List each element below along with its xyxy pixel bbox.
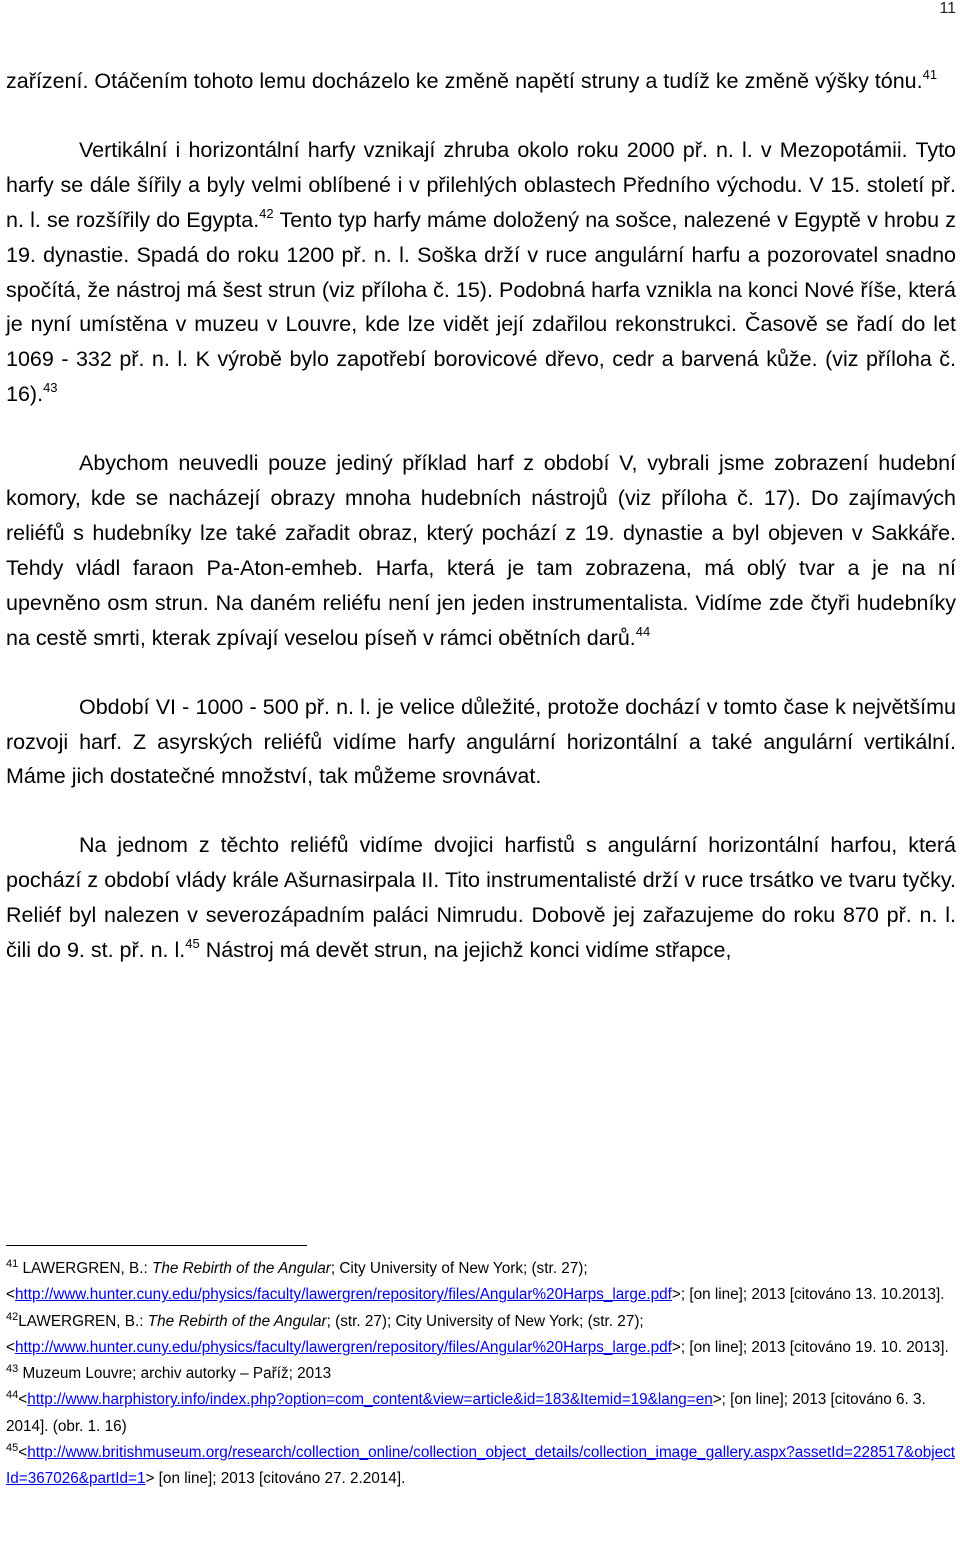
paragraph-text: Na jednom z těchto reliéfů vidíme dvojici harfistů s angulární horizontální harfou, která pochází z období vlády krále Ašurnasirpala II. Tito instrumentalisté drží v ruce trsátko ve tvaru tyčky. Reliéf byl nalezen v severozápadním paláci Nimrudu. Dobově jej zařazujeme do roku 870 př. n. l. čili do 9. st. př. n. l. [6, 833, 956, 963]
paragraph-gap [6, 99, 956, 133]
footnote-number: 42 [6, 1310, 19, 1323]
paragraph-text: Nástroj má devět strun, na jejichž konci vidíme střapce, [205, 938, 732, 963]
footnote-title: The Rebirth of the Angular [151, 1260, 331, 1277]
paragraph-text: Období VI - 1000 - 500 př. n. l. je velice důležité, protože dochází v tomto čase k největšímu rozvoji harf. Z asyrských reliéfů vidíme harfy angulární horizontální a také angulární vertikální. Máme jich dostatečné množství, tak můžeme srovnávat. [6, 694, 956, 789]
footnote-41 [6, 1256, 956, 1309]
paragraph-gap [6, 656, 956, 690]
paragraph-text: Tento typ harfy máme doložený na sošce, nalezené v Egyptě v hrobu z 19. dynastie. Spadá do roku 1200 př. n. l. Soška drží v ruce angulární harfu a pozorovatel snadno spočítá, že nástroj má šest strun (viz příloha č. 15). Podobná harfa vznikla na konci Nové říše, která je nyní umístěna v muzeu v Louvre, kde lze vidět její zdařilou rekonstrukci. Časově se řadí do let 1069 - 332 př. n. l. K výrobě bylo zapotřebí borovicové dřevo, cedr a barvená kůže. (viz příloha č. 16). [6, 207, 956, 407]
paragraph-gap [6, 412, 956, 446]
footnote-ref: 43 [43, 380, 58, 396]
paragraph-3 [6, 446, 956, 655]
paragraph-1 [6, 64, 956, 99]
footnote-ref: 45 [185, 936, 200, 952]
footnote-text: >; [on line]; 2013 [citováno 6. 3. 2014]. (obr. 1. 16) [6, 1391, 926, 1435]
footnote-45 [6, 1440, 956, 1493]
footnote-text: LAWERGREN, B.: [22, 1260, 152, 1277]
paragraph-2 [6, 133, 956, 412]
footnote-link[interactable]: http://www.hunter.cuny.edu/physics/faculty/lawergren/repository/files/Angular%20Harps_large.pdf [14, 1338, 672, 1356]
footnote-separator [6, 1245, 307, 1246]
paragraph-text: Vertikální i horizontální harfy vznikají zhruba okolo roku 2000 př. n. l. v Mezopotámii. Tyto harfy se dále šířily a byly velmi oblíbené i v přilehlých oblastech Předního východu. V 15. století př. n. l. se rozšířily do Egypta. [6, 137, 956, 232]
footnote-text: >; [on line]; 2013 [citováno 13. 10.2013]. [671, 1286, 945, 1304]
paragraph-text: zařízení. Otáčením tohoto lemu docházelo ke změně napětí struny a tudíž ke změně výšky tónu. [6, 69, 923, 93]
paragraph-gap [6, 794, 956, 828]
footnote-number: 43 [6, 1363, 19, 1376]
footnote-link[interactable]: http://www.hunter.cuny.edu/physics/faculty/lawergren/repository/files/Angular%20Harps_large.pdf [14, 1286, 672, 1304]
footnote-text: Muzeum Louvre; archiv autorky – Paříž; 2013 [22, 1365, 332, 1383]
footnote-text: >; [on line]; 2013 [citováno 19. 10. 2013]. [671, 1338, 949, 1356]
footnote-title: The Rebirth of the Angular [147, 1312, 327, 1330]
paragraph-4 [6, 690, 956, 795]
footnote-number: 45 [6, 1442, 19, 1455]
footnote-text: LAWERGREN, B.: [18, 1312, 148, 1330]
body-text [6, 64, 956, 968]
paragraph-5 [6, 828, 956, 968]
footnote-number: 41 [6, 1258, 19, 1270]
footnote-text: ; (str. 27); City University of New York; (str. 27); < [6, 1312, 644, 1356]
footnote-link[interactable]: http://www.britishmuseum.org/research/collection_online/collection_object_details/collection_image_gallery.aspx?assetId=228517&objectId=367026&partId=1 [6, 1444, 956, 1488]
footnote-text: > [on line]; 2013 [citováno 27. 2.2014]. [145, 1470, 406, 1488]
page-number: 11 [939, 0, 956, 17]
paragraph-text: Abychom neuvedli pouze jediný příklad harf z období V, vybrali jsme zobrazení hudební komory, kde se nacházejí obrazy mnoha hudebních nástrojů (viz příloha č. 17). Do zajímavých reliéfů s hudebníky lze také zařadit obraz, který pochází z 19. dynastie a byl objeven v Sakkáře. Tehdy vládl faraon Pa-Aton-emheb. Harfa, která je tam zobrazena, má oblý tvar a je na ní upevněno osm strun. Na daném reliéfu není jen jeden instrumentalista. Vidíme zde čtyři hudebníky na cestě smrti, kterak zpívají veselou píseň v rámci obětních darů. [6, 451, 956, 650]
footnote-text: < [18, 1444, 28, 1462]
footnote-text: ; City University of New York; (str. 27); < [6, 1260, 588, 1304]
footnote-ref: 44 [635, 623, 651, 639]
footnote-text: < [18, 1391, 28, 1409]
footnote-42 [6, 1309, 956, 1362]
footnotes [6, 1256, 956, 1493]
footnote-ref: 42 [259, 205, 274, 221]
footnote-44 [6, 1387, 956, 1440]
footnote-number: 44 [6, 1389, 19, 1402]
footnote-link[interactable]: http://www.harphistory.info/index.php?option=com_content&view=article&id=183&Itemid=19&lang=en [27, 1391, 713, 1409]
footnote-43 [6, 1361, 956, 1387]
footnote-ref: 41 [922, 67, 938, 82]
